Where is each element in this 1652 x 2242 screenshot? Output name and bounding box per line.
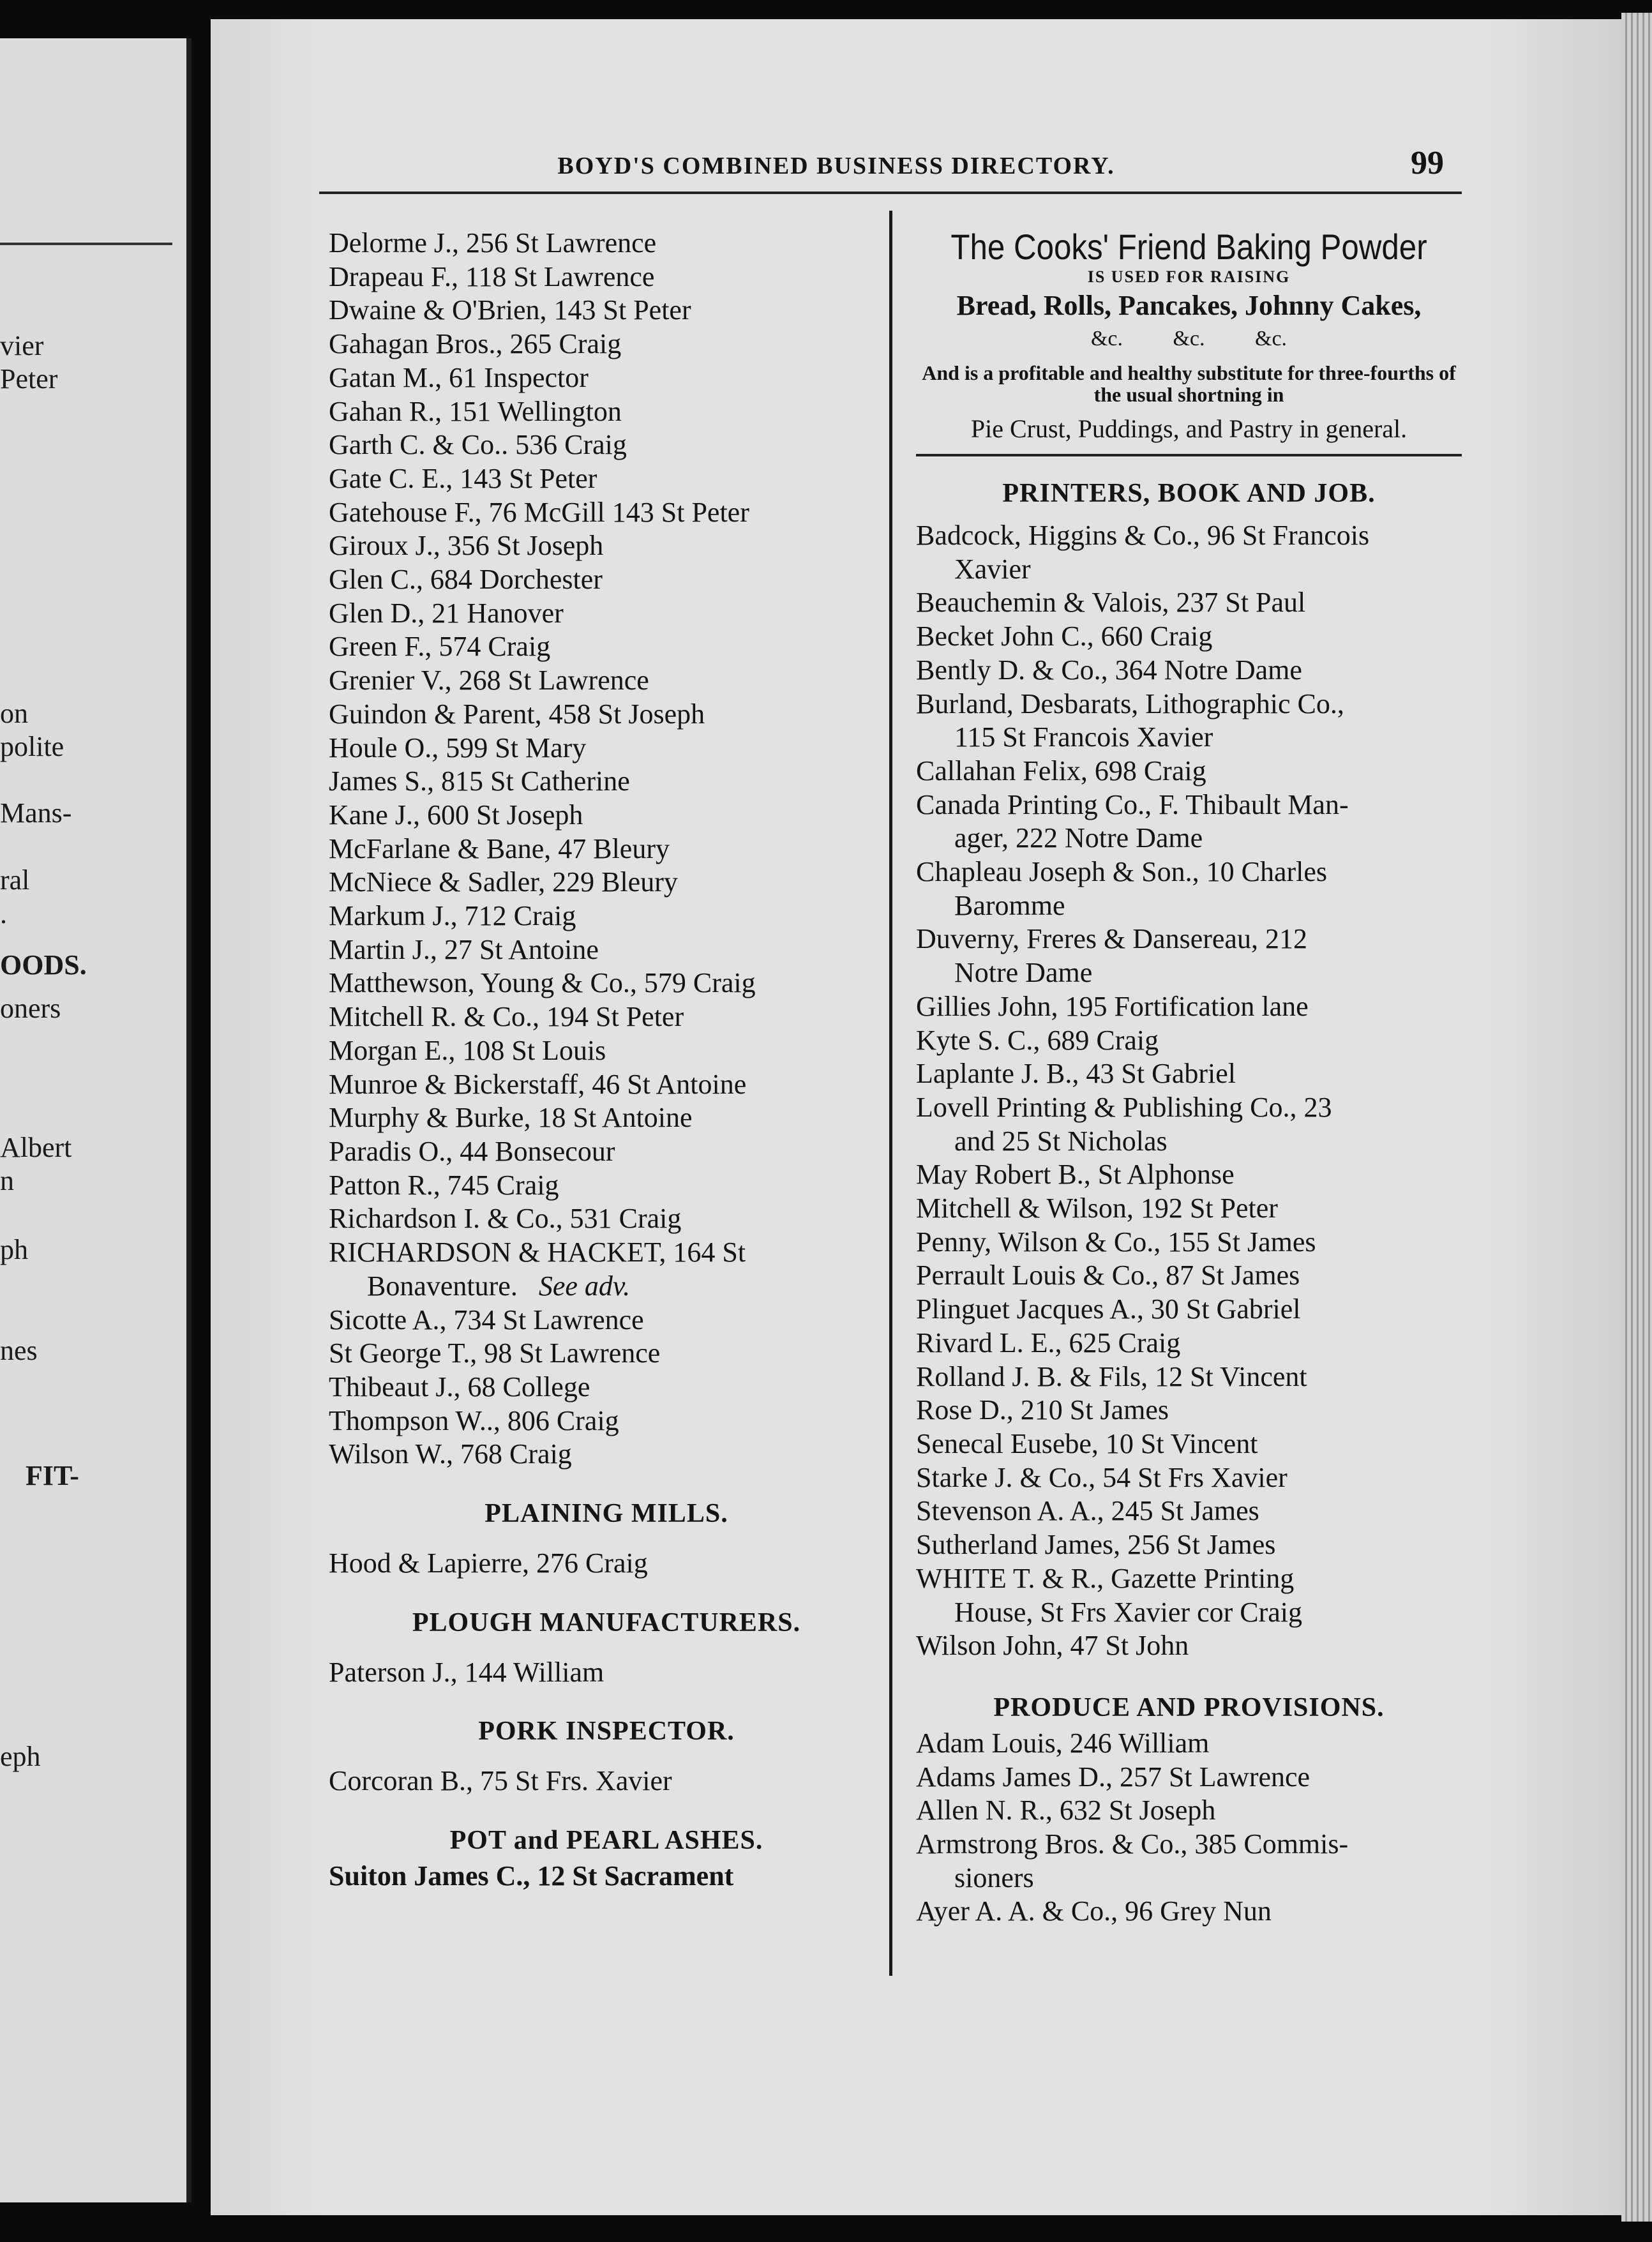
directory-entry: WHITE T. & R., Gazette Printing xyxy=(916,1562,1295,1594)
left-column xyxy=(329,227,884,1893)
previous-page-fragment: polite xyxy=(0,731,64,762)
directory-entry: Gatan M., 61 Inspector xyxy=(329,361,589,393)
page-stack-edge xyxy=(1621,13,1652,2222)
directory-entry: Wilson John, 47 St John xyxy=(916,1630,1189,1662)
baking-powder-advertisement xyxy=(916,227,1462,445)
directory-entry: Adam Louis, 246 William xyxy=(916,1727,1210,1759)
directory-entry: Glen C., 684 Dorchester xyxy=(329,564,603,596)
directory-entry-richardson: RICHARDSON & HACKET, 164 St xyxy=(329,1237,746,1268)
section-heading-printers: PRINTERS, BOOK AND JOB. xyxy=(1002,479,1376,508)
ad-products: Bread, Rolls, Pancakes, Johnny Cakes, xyxy=(956,290,1422,321)
directory-entry: Mitchell & Wilson, 192 St Peter xyxy=(916,1192,1278,1224)
directory-entry: Thibeaut J., 68 College xyxy=(329,1371,590,1403)
previous-page-fragment: ral xyxy=(0,864,30,896)
directory-entry: Laplante J. B., 43 St Gabriel xyxy=(916,1058,1236,1090)
directory-entry: Kyte S. C., 689 Craig xyxy=(916,1024,1159,1056)
directory-entry-continuation: and 25 St Nicholas xyxy=(954,1125,1168,1157)
directory-entry: Patton R., 745 Craig xyxy=(329,1169,559,1201)
previous-page-rule xyxy=(0,243,172,245)
directory-entry: Sutherland James, 256 St James xyxy=(916,1529,1276,1561)
directory-entry-continuation xyxy=(329,1270,884,1304)
directory-entry: Delorme J., 256 St Lawrence xyxy=(329,227,657,259)
directory-entry: Suiton James C., 12 St Sacrament xyxy=(329,1860,734,1892)
directory-entry-continuation: House, St Frs Xavier cor Craig xyxy=(954,1596,1303,1628)
directory-entry: Stevenson A. A., 245 St James xyxy=(916,1495,1259,1527)
directory-entry: McFarlane & Bane, 47 Bleury xyxy=(329,832,670,864)
directory-entry: Canada Printing Co., F. Thibault Man- xyxy=(916,788,1349,820)
directory-entry: Armstrong Bros. & Co., 385 Commis- xyxy=(916,1828,1349,1860)
produce-list xyxy=(916,1727,1462,1929)
directory-entry-continuation: ager, 222 Notre Dame xyxy=(954,822,1203,854)
ad-etc: &c. &c. &c. xyxy=(1090,327,1288,350)
previous-page-fragment: ph xyxy=(0,1234,28,1265)
previous-page-fragment: nes xyxy=(0,1335,38,1366)
directory-entry: Ayer A. A. & Co., 96 Grey Nun xyxy=(916,1895,1272,1927)
directory-entry: Sicotte A., 734 St Lawrence xyxy=(329,1304,644,1335)
directory-entry: Matthewson, Young & Co., 579 Craig xyxy=(329,967,756,999)
right-column xyxy=(916,227,1462,1929)
directory-entry: Giroux J., 356 St Joseph xyxy=(329,530,604,562)
header-rule xyxy=(319,192,1462,194)
directory-entry: Rose D., 210 St James xyxy=(916,1394,1169,1426)
entries-group xyxy=(329,227,884,1236)
directory-entry: Gahan R., 151 Wellington xyxy=(329,395,622,427)
section-heading-plough-manufacturers: PLOUGH MANUFACTURERS. xyxy=(412,1607,801,1637)
ad-used-for: IS USED FOR RAISING xyxy=(1087,267,1291,286)
section-heading-produce: PRODUCE AND PROVISIONS. xyxy=(993,1692,1385,1722)
directory-entry: Plinguet Jacques A., 30 St Gabriel xyxy=(916,1293,1301,1325)
directory-entry: Duverny, Freres & Dansereau, 212 xyxy=(916,923,1307,955)
directory-entry: Dwaine & O'Brien, 143 St Peter xyxy=(329,294,691,326)
directory-entry: Paradis O., 44 Bonsecour xyxy=(329,1135,615,1167)
directory-entry-continuation: Notre Dame xyxy=(954,957,1093,989)
directory-entry: Martin J., 27 St Antoine xyxy=(329,933,599,965)
directory-entry: Perrault Louis & Co., 87 St James xyxy=(916,1260,1300,1291)
directory-entry: Gahagan Bros., 265 Craig xyxy=(329,328,622,360)
running-head: BOYD'S COMBINED BUSINESS DIRECTORY. xyxy=(557,153,1115,179)
directory-entry-continuation: Baromme xyxy=(954,889,1065,921)
ad-rule xyxy=(916,454,1462,456)
directory-entry-continuation: Xavier xyxy=(954,553,1031,585)
previous-page-fragment: Mans- xyxy=(0,797,72,829)
directory-entry: Chapleau Joseph & Son., 10 Charles xyxy=(916,856,1328,888)
directory-entry: Garth C. & Co.. 536 Craig xyxy=(329,429,627,461)
directory-entry: Green F., 574 Craig xyxy=(329,631,551,663)
directory-entry: Guindon & Parent, 458 St Joseph xyxy=(329,698,705,730)
directory-entry-continuation: 115 St Francois Xavier xyxy=(954,721,1213,753)
column-divider xyxy=(889,211,892,1976)
previous-page-fragment: vier xyxy=(0,330,44,361)
directory-entry: Drapeau F., 118 St Lawrence xyxy=(329,260,655,292)
section-heading-pork-inspector: PORK INSPECTOR. xyxy=(478,1717,735,1747)
directory-entry: Lovell Printing & Publishing Co., 23 xyxy=(916,1091,1332,1123)
directory-entry: May Robert B., St Alphonse xyxy=(916,1159,1235,1191)
directory-entry: Burland, Desbarats, Lithographic Co., xyxy=(916,688,1344,719)
previous-page-fragment: Albert xyxy=(0,1132,72,1163)
directory-entry: Bently D. & Co., 364 Notre Dame xyxy=(916,654,1302,686)
directory-entry: Murphy & Burke, 18 St Antoine xyxy=(329,1102,693,1134)
directory-entry: Gate C. E., 143 St Peter xyxy=(329,462,597,494)
entries-group xyxy=(329,1304,884,1472)
directory-entry: Richardson I. & Co., 531 Craig xyxy=(329,1203,682,1235)
directory-entry: Gillies John, 195 Fortification lane xyxy=(916,990,1309,1022)
directory-entry: James S., 815 St Catherine xyxy=(329,765,630,797)
directory-entry: Gatehouse F., 76 McGill 143 St Peter xyxy=(329,496,749,528)
previous-page-fragment: n xyxy=(0,1165,14,1196)
previous-page-fragment: Peter xyxy=(0,363,58,395)
directory-entry: Becket John C., 660 Craig xyxy=(916,621,1213,652)
directory-entry: Grenier V., 268 St Lawrence xyxy=(329,665,649,696)
directory-entry: Kane J., 600 St Joseph xyxy=(329,799,583,831)
ad-pie-line: Pie Crust, Puddings, and Pastry in general. xyxy=(970,414,1408,443)
directory-entry: Beauchemin & Valois, 237 St Paul xyxy=(916,587,1306,619)
ad-title: The Cooks' Friend Baking Powder xyxy=(950,227,1427,267)
directory-entry: Corcoran B., 75 St Frs. Xavier xyxy=(329,1765,672,1797)
directory-entry: Mitchell R. & Co., 194 St Peter xyxy=(329,1001,684,1033)
printers-list xyxy=(916,519,1462,1663)
directory-entry: Glen D., 21 Hanover xyxy=(329,597,564,629)
directory-entry: Adams James D., 257 St Lawrence xyxy=(916,1761,1310,1793)
previous-page-fragment: . xyxy=(0,898,7,929)
directory-entry: Rivard L. E., 625 Craig xyxy=(916,1327,1181,1358)
previous-page-fragment: OODS. xyxy=(0,949,87,981)
directory-entry: Badcock, Higgins & Co., 96 St Francois xyxy=(916,520,1370,551)
directory-entry: Houle O., 599 St Mary xyxy=(329,732,587,764)
directory-entry: Hood & Lapierre, 276 Craig xyxy=(329,1547,648,1579)
directory-entry: Callahan Felix, 698 Craig xyxy=(916,755,1206,786)
section-heading-pot-pearl-ashes: POT and PEARL ASHES. xyxy=(449,1826,763,1856)
previous-page-fragment: oners xyxy=(0,993,61,1024)
directory-entry: Morgan E., 108 St Louis xyxy=(329,1034,606,1066)
directory-entry: Starke J. & Co., 54 St Frs Xavier xyxy=(916,1461,1288,1493)
previous-page-fragment: on xyxy=(0,698,28,729)
directory-entry: Munroe & Bickerstaff, 46 St Antoine xyxy=(329,1068,747,1100)
directory-entry-continuation: sioners xyxy=(954,1862,1034,1893)
directory-entry: McNiece & Sadler, 229 Bleury xyxy=(329,866,678,898)
previous-page-fragment: eph xyxy=(0,1741,41,1772)
richardson-address-cont: Bonaventure. xyxy=(367,1270,518,1302)
directory-entry: St George T., 98 St Lawrence xyxy=(329,1337,661,1369)
previous-page-fragment: FIT- xyxy=(26,1460,79,1491)
directory-entry: Markum J., 712 Craig xyxy=(329,900,576,932)
section-heading-plaining-mills: PLAINING MILLS. xyxy=(484,1499,728,1529)
directory-entry: Penny, Wilson & Co., 155 St James xyxy=(916,1226,1316,1258)
directory-entry: Thompson W.., 806 Craig xyxy=(329,1404,619,1436)
page-number: 99 xyxy=(1411,145,1444,181)
directory-entry: Senecal Eusebe, 10 St Vincent xyxy=(916,1427,1258,1459)
see-adv-note: See adv. xyxy=(538,1270,631,1302)
directory-entry: Allen N. R., 632 St Joseph xyxy=(916,1794,1216,1826)
directory-entry: Paterson J., 144 William xyxy=(329,1656,604,1688)
ad-description: And is a profitable and healthy substitute for three-fourths of the usual shortning in xyxy=(922,361,1456,406)
directory-entry: Rolland J. B. & Fils, 12 St Vincent xyxy=(916,1360,1307,1392)
directory-entry: Wilson W., 768 Craig xyxy=(329,1438,572,1470)
